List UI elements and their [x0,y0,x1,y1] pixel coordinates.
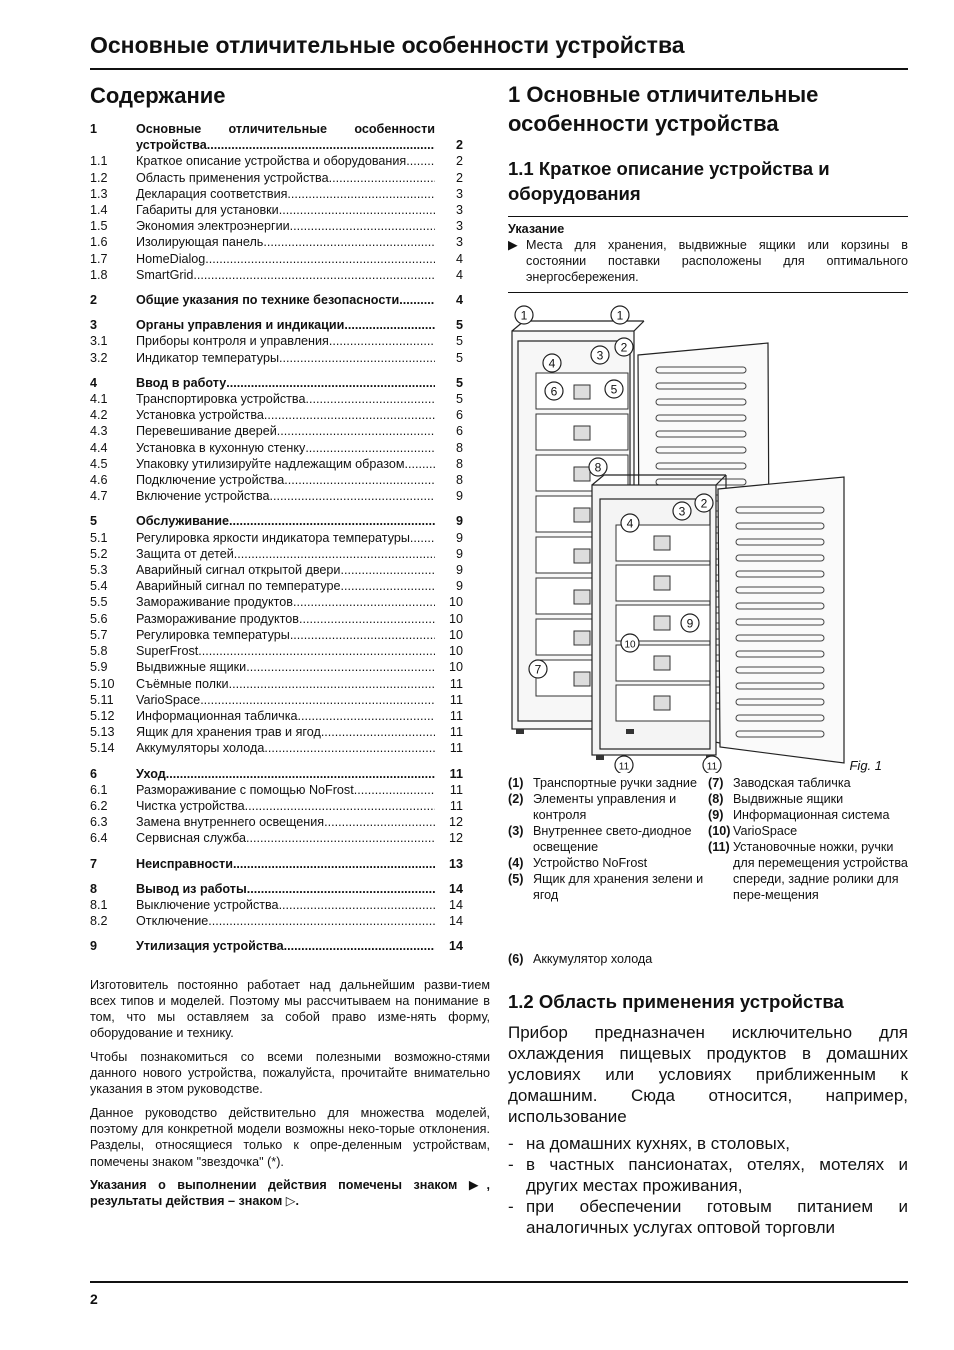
toc-entry-title: Транспортировка устройства ..... [136,391,435,407]
toc-entry[interactable] [90,234,463,250]
toc-entry-title: Установка устройства ..... [136,407,435,423]
table-of-contents [90,121,463,955]
callout-label: 8 [594,460,602,475]
usage-list-item: - в частных пансионатах, отелях, мотелях и других местах проживания, [508,1155,908,1195]
callout-marker [615,756,633,773]
toc-entry-number: 5.3 [90,563,108,578]
toc-entry-title: Органы управления и индикации ..... [136,317,435,333]
toc-entry-number: 6.1 [90,782,108,797]
usage-list [508,1133,908,1238]
toc-entry-number: 3.2 [90,350,108,365]
legend-item-text: Выдвижные ящики [733,792,844,806]
toc-entry-page: 4 [455,267,463,282]
toc-entry-number: 4 [90,375,98,390]
toc-entry-title: Обслуживание ..... [136,513,435,529]
toc-entry-title: SmartGrid ..... [136,267,435,283]
callout-label: 11 [706,761,718,773]
toc-entry-page: 3 [455,203,463,218]
legend-item [508,951,708,967]
legend-item [508,871,708,903]
freezer-diagram [508,303,908,773]
toc-entry-page: 11 [449,708,463,723]
toc-entry-number: 2 [90,293,98,308]
toc-entry[interactable] [90,121,463,153]
toc-entry-page: 11 [449,766,463,781]
toc-entry[interactable] [90,913,463,929]
toc-entry[interactable] [90,292,463,308]
toc-entry-page: 8 [455,456,463,471]
toc-entry-page: 2 [455,138,463,153]
drawer-handle [654,576,670,590]
toc-entry[interactable] [90,782,463,798]
drawer-handle [654,616,670,630]
callout-marker [681,614,699,632]
toc-entry[interactable] [90,676,463,692]
legend-item-number: (9) [708,808,724,822]
toc-entry-page: 6 [455,424,463,439]
toc-entry[interactable] [90,218,463,234]
toc-entry-title: Выключение устройства ..... [136,897,435,913]
toc-entry-number: 3.1 [90,334,108,349]
toc-entry-number: 4.7 [90,489,108,504]
drawer-handle [654,696,670,710]
toc-entry[interactable] [90,546,463,562]
toc-entry-page: 9 [455,579,463,594]
legend-item-text: Устройство NoFrost [533,856,648,870]
toc-entry-page: 4 [455,293,463,308]
toc-entry-number: 5.4 [90,579,108,594]
toc-entry-title: Общие указания по технике безопасности ..... [136,292,435,308]
legend-item-text: Заводская табличка [733,776,851,790]
toc-entry-number: 1.4 [90,203,108,218]
toc-entry-number: 9 [90,939,98,954]
note-title: Указание [508,222,565,236]
toc-entry-title: Чистка устройства ..... [136,798,435,814]
toc-entry-title: Размораживание продуктов ..... [136,611,435,627]
section-1-2-text: Прибор предназначен исключительно для охлаждения пищевых продуктов в домашних условиях или условиях приближенным к домашним. Сюда относится, например, использование [508,1023,908,1126]
callout-label: 4 [626,516,634,531]
toc-entry-page: 9 [455,546,463,561]
toc-entry-page: 11 [449,725,463,740]
toc-entry-title: Информационная табличка ..... [136,708,435,724]
callout-marker [703,756,721,773]
toc-entry[interactable] [90,267,463,283]
toc-entry-number: 1.5 [90,219,108,234]
toc-entry-number: 4.6 [90,473,108,488]
legend-item-number: (3) [508,824,524,838]
toc-entry-page: 13 [448,856,463,871]
toc-entry[interactable] [90,594,463,610]
toc-entry-page: 9 [455,530,463,545]
toc-entry-number: 5.1 [90,530,108,545]
toc-entry-title: Ввод в работу ..... [136,375,435,391]
toc-entry[interactable] [90,740,463,756]
toc-entry-number: 8.2 [90,914,108,929]
toc-entry[interactable] [90,881,463,897]
toc-entry[interactable] [90,407,463,423]
legend-column-left [508,775,708,967]
toc-entry-number: 4.1 [90,392,108,407]
toc-entry-title: Вывод из работы ..... [136,881,435,897]
toc-entry-page: 3 [455,186,463,201]
toc-entry-title: Экономия электроэнергии ..... [136,218,435,234]
callout-marker [621,514,639,532]
callout-label: 5 [610,382,618,397]
callout-label: 11 [618,761,630,773]
legend-item-number: (6) [508,952,524,966]
drawer-handle [574,590,590,604]
toc-entry-page: 10 [448,611,463,626]
toc-entry[interactable] [90,766,463,782]
toc-entry-title: Индикатор температуры ..... [136,350,435,366]
toc-entry-page: 2 [455,154,463,169]
callout-marker [615,338,633,356]
toc-entry-title: Габариты для установки ..... [136,202,435,218]
toc-entry-title: Установка в кухонную стенку ..... [136,440,435,456]
toc-entry-number: 6.3 [90,815,108,830]
intro-action-note: Указания о выполнении действия помечены знаком ▶, результаты действия – знаком ▷. [90,1177,490,1209]
note-text: Места для хранения, выдвижные ящики или корзины в состоянии поставки расположены для оптимального энергосбережения. [526,238,908,284]
page-header-title: Основные отличительные особенности устройства [90,32,685,58]
callout-marker [529,660,547,678]
legend-item-text: Информационная система [733,808,890,822]
toc-entry-number: 1 [90,122,98,136]
toc-entry-number: 5.7 [90,627,108,642]
toc-entry-number: 5.5 [90,595,108,610]
drawer-handle [574,508,590,522]
toc-entry-number: 5.11 [90,692,114,707]
drawer-handle [654,536,670,550]
toc-entry[interactable] [90,562,463,578]
toc-entry-number: 1.3 [90,186,108,201]
callout-label: 1 [616,308,624,323]
toc-entry[interactable] [90,611,463,627]
legend-item-number: (10) [708,824,731,838]
toc-entry-page: 10 [448,660,463,675]
toc-entry-page: 2 [455,170,463,185]
toc-entry-title: Область применения устройства ..... [136,170,435,186]
toc-entry[interactable] [90,530,463,546]
toc-entry[interactable] [90,513,463,529]
toc-entry-title: Ящик для хранения трав и ягод ..... [136,724,435,740]
toc-entry[interactable] [90,317,463,333]
toc-entry-page: 6 [455,408,463,423]
toc-entry-page: 10 [448,644,463,659]
legend-item [708,807,908,823]
toc-entry-number: 5.14 [90,741,115,756]
callout-label: 9 [686,616,694,631]
drawer-handle [574,549,590,563]
legend-item [508,791,708,823]
toc-entry-number: 8.1 [90,897,108,912]
toc-entry-page: 3 [455,235,463,250]
toc-entry[interactable] [90,170,463,186]
legend-item-number: (4) [508,856,524,870]
toc-entry-title: Аккумуляторы холода ..... [136,740,435,756]
toc-entry-number: 1.6 [90,235,108,250]
toc-entry[interactable] [90,456,463,472]
toc-entry[interactable] [90,897,463,913]
toc-entry-title: VarioSpace ..... [136,692,435,708]
toc-entry-page: 9 [455,489,463,504]
toc-entry-page: 9 [455,563,463,578]
callout-label: 6 [550,384,558,399]
toc-entry-page: 11 [449,798,463,813]
callout-label: 3 [678,504,686,519]
toc-entry-number: 5.6 [90,611,108,626]
toc-entry[interactable] [90,472,463,488]
toc-entry-title: Отключение ..... [136,913,435,929]
legend-item-text: Установочные ножки, ручки для перемещения устройства спереди, задние ролики для пере-мещения [733,840,908,902]
toc-entry-number: 5.12 [90,708,115,723]
toc-entry[interactable] [90,814,463,830]
toc-entry-page: 5 [455,334,463,349]
action-arrow-icon: ▶ [508,238,518,252]
note-box [508,216,908,293]
toc-entry-title: Основные отличительные особенности устройства ..... [136,121,435,153]
legend-item-text: Аккумулятор холода [533,952,653,966]
drawer-handle [574,385,590,399]
toc-entry-title: Приборы контроля и управления ..... [136,333,435,349]
toc-entry[interactable] [90,830,463,846]
toc-entry-title: Защита от детей ..... [136,546,435,562]
drawer-handle [574,631,590,645]
toc-entry-number: 5.13 [90,725,115,740]
drawer-handle [574,426,590,440]
legend-item-text: VarioSpace [733,824,798,838]
toc-entry-page: 11 [449,741,463,756]
page-header [90,30,908,70]
callout-label: 2 [620,340,628,355]
legend-item-text: Транспортные ручки задние [533,776,697,790]
toc-entry[interactable] [90,423,463,439]
toc-entry-page: 14 [448,897,463,912]
page-number: 2 [90,1291,98,1307]
toc-entry-number: 5.2 [90,546,108,561]
toc-entry-number: 4.5 [90,456,108,471]
toc-entry-page: 11 [449,692,463,707]
section-1-title: 1 Основные отличительные особенности устройства [508,82,819,136]
callout-marker [591,346,609,364]
toc-entry-number: 5 [90,514,98,529]
callout-marker [545,382,563,400]
toc-entry-number: 4.2 [90,408,108,423]
toc-entry[interactable] [90,186,463,202]
intro-text [90,977,490,1210]
usage-list-item: - на домашних кухнях, в столовых, [508,1134,790,1153]
toc-entry-title: Перевешивание дверей ..... [136,423,435,439]
toc-entry-title: Упаковку утилизируйте надлежащим образом ..... [136,456,435,472]
callout-marker [589,458,607,476]
toc-entry[interactable] [90,659,463,675]
toc-entry-title: Замораживание продуктов ..... [136,594,435,610]
toc-entry-page: 10 [448,627,463,642]
toc-entry-title: Неисправности ..... [136,856,435,872]
legend-item [708,791,908,807]
toc-entry-title: Изолирующая панель ..... [136,234,435,250]
legend-item [508,823,708,855]
toc-entry[interactable] [90,333,463,349]
callout-marker [621,634,639,652]
toc-entry-page: 14 [448,939,463,954]
toc-entry-title: Выдвижные ящики ..... [136,659,435,675]
toc-entry-page: 5 [455,392,463,407]
legend-item-text: Ящик для хранения зелени и ягод [533,872,704,902]
toc-entry-page: 12 [448,815,463,830]
toc-entry-title: Аварийный сигнал открытой двери ..... [136,562,435,578]
callout-marker [695,494,713,512]
toc-entry-title: SuperFrost ..... [136,643,435,659]
toc-entry-number: 6.2 [90,798,108,813]
legend-item-number: (7) [708,776,724,790]
toc-entry[interactable] [90,798,463,814]
toc-entry[interactable] [90,251,463,267]
toc-entry[interactable] [90,440,463,456]
toc-entry-number: 1.7 [90,251,108,266]
legend-item-number: (11) [708,840,730,854]
legend-item [708,839,908,903]
legend-column-right [708,775,908,967]
toc-entry-page: 11 [449,782,463,797]
toc-entry[interactable] [90,391,463,407]
callout-marker [611,306,629,324]
toc-entry-page: 10 [448,595,463,610]
toc-entry-page: 9 [455,514,463,529]
legend-item-text: Внутреннее свето-диодное освещение [533,824,692,854]
legend-item [708,775,908,791]
usage-list-item: - при обеспечении готовым питанием и аналогичных услугах оптовой торговли [508,1197,908,1237]
toc-entry[interactable] [90,938,463,954]
callout-label: 10 [624,639,636,651]
callout-label: 7 [534,662,542,677]
toc-entry-number: 5.9 [90,660,108,675]
toc-entry-page: 12 [448,831,463,846]
legend-item-text: Элементы управления и контроля [533,792,677,822]
drawer-handle [574,672,590,686]
toc-entry-page: 4 [455,251,463,266]
toc-entry-page: 8 [455,473,463,488]
callout-marker [515,306,533,324]
toc-entry-page: 5 [455,375,463,390]
toc-entry-page: 5 [455,350,463,365]
toc-entry-title: HomeDialog ..... [136,251,435,267]
legend-item-number: (5) [508,872,524,886]
toc-entry-title: Краткое описание устройства и оборудования ..... [136,153,435,169]
toc-entry-title: Замена внутреннего освещения ..... [136,814,435,830]
toc-entry-number: 5.10 [90,676,115,691]
toc-entry-title: Регулировка яркости индикатора температуры ..... [136,530,435,546]
toc-entry[interactable] [90,627,463,643]
left-column [90,80,490,1216]
toc-entry-number: 1.8 [90,267,108,282]
legend-item [508,775,708,791]
toc-entry-number: 6 [90,766,98,781]
toc-entry-number: 5.8 [90,644,108,659]
toc-entry-page: 8 [455,440,463,455]
toc-entry[interactable] [90,488,463,504]
toc-entry-page: 5 [455,318,463,333]
freezer-illustration [508,303,908,773]
toc-entry[interactable] [90,375,463,391]
toc-entry-title: Утилизация устройства ..... [136,938,435,954]
toc-entry-number: 4.3 [90,424,108,439]
toc-entry[interactable] [90,578,463,594]
toc-entry[interactable] [90,708,463,724]
toc-entry-page: 3 [455,219,463,234]
toc-title: Содержание [90,83,226,108]
intro-paragraph: Чтобы познакомиться со всеми полезными возможно-стями данного нового устройства, пожалуйста, прочитайте внимательно указания в этом руководстве. [90,1049,490,1097]
section-1-2-title: 1.2 Область применения устройства [508,991,844,1012]
toc-entry-title: Сервисная служба ..... [136,830,435,846]
callout-label: 2 [700,496,708,511]
callout-label: 1 [520,308,528,323]
right-column [508,80,908,1238]
legend-item [708,823,908,839]
toc-entry[interactable] [90,643,463,659]
callout-label: 4 [548,356,556,371]
callout-marker [673,502,691,520]
toc-entry[interactable] [90,153,463,169]
toc-entry-number: 1.2 [90,170,108,185]
toc-entry-title: Размораживание с помощью NoFrost ..... [136,782,435,798]
intro-paragraph: Данное руководство действительно для множества моделей, поэтому для конкретной модели возможны неко-торые отклонения. Разделы, относящиеся только к опре-деленным устройствам, помечены знаком "звездочка" (*). [90,1105,490,1169]
toc-entry[interactable] [90,856,463,872]
toc-entry-number: 7 [90,856,98,871]
intro-paragraph: Изготовитель постоянно работает над дальнейшим разви-тием всех типов и моделей. Поэтому мы рассчитываем на понимание в том, что мы оставляем за собой право изме-нять форму, оборудование и технику. [90,977,490,1041]
toc-entry-number: 3 [90,318,98,333]
toc-entry[interactable] [90,724,463,740]
drawer-handle [654,656,670,670]
toc-entry[interactable] [90,202,463,218]
legend-item-number: (1) [508,776,524,790]
figure-caption: Fig. 1 [849,758,882,773]
toc-entry-title: Декларация соответствия ..... [136,186,435,202]
figure-legend [508,775,908,967]
toc-entry-page: 14 [448,881,463,896]
callout-marker [605,380,623,398]
toc-entry-number: 1.1 [90,154,108,169]
toc-entry-number: 6.4 [90,831,108,846]
toc-entry-title: Аварийный сигнал по температуре ..... [136,578,435,594]
legend-item [508,855,708,871]
toc-entry-title: Подключение устройства ..... [136,472,435,488]
toc-entry[interactable] [90,350,463,366]
toc-entry-number: 8 [90,881,98,896]
drawer-handle [574,467,590,481]
legend-item-number: (8) [708,792,724,806]
toc-entry-title: Регулировка температуры ..... [136,627,435,643]
toc-entry-title: Включение устройства ..... [136,488,435,504]
toc-entry-title: Уход ..... [136,766,435,782]
toc-entry[interactable] [90,692,463,708]
toc-entry-page: 11 [449,676,463,691]
toc-entry-title: Съёмные полки ..... [136,676,435,692]
legend-item-number: (2) [508,792,524,806]
toc-entry-number: 4.4 [90,440,108,455]
toc-entry-page: 14 [448,914,463,929]
callout-marker [543,354,561,372]
section-1-1-title: 1.1 Краткое описание устройства и оборудования [508,158,830,204]
callout-label: 3 [596,348,604,363]
page-footer [90,1281,908,1307]
